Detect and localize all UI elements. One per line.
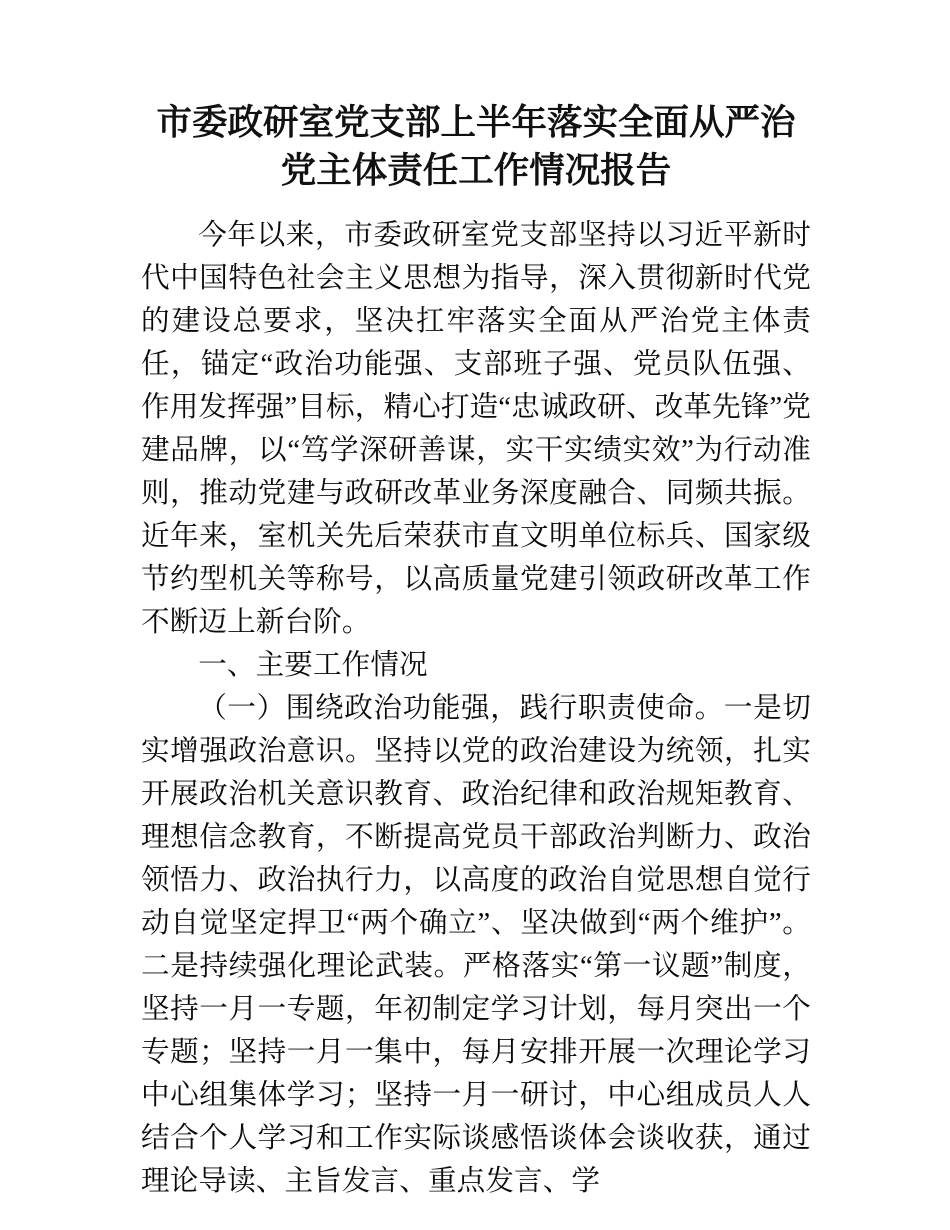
- paragraph-opening: 今年以来，市委政研室党支部坚持以习近平新时代中国特色社会主义思想为指导，深入贯彻新时代党的建设总要求，坚决扛牢落实全面从严治党主体责任，锚定“政治功能强、支部班子强、党员队伍强、作用发挥强”目标，精心打造“忠诚政研、改革先锋”党建品牌，以“笃学深研善谋，实干实绩实效”为行动准则，推动党建与政研改革业务深度融合、同频共振。近年来，室机关先后荣获市直文明单位标兵、国家级节约型机关等称号，以高质量党建引领政研改革工作不断迈上新台阶。: [141, 220, 811, 638]
- page-title: 市委政研室党支部上半年落实全面从严治党主体责任工作情况报告: [156, 102, 796, 190]
- section-heading-one: 一、主要工作情况: [198, 650, 428, 681]
- document-body: [141, 214, 811, 1203]
- document-content: [141, 98, 811, 1203]
- subsection-one-body: （一）围绕政治功能强，践行职责使命。一是切实增强政治意识。坚持以党的政治建设为统领，扎实开展政治机关意识教育、政治纪律和政治规矩教育、理想信念教育，不断提高党员干部政治判断力、政治领悟力、政治执行力，以高度的政治自觉思想自觉行动自觉坚定捍卫“两个确立”、坚决做到“两个维护”。二是持续强化理论武装。严格落实“第一议题”制度，坚持一月一专题，年初制定学习计划，每月突出一个专题；坚持一月一集中，每月安排开展一次理论学习中心组集体学习；坚持一月一研讨，中心组成员人人结合个人学习和工作实际谈感悟谈体会谈收获，通过理论导读、主旨发言、重点发言、学: [141, 693, 811, 1197]
